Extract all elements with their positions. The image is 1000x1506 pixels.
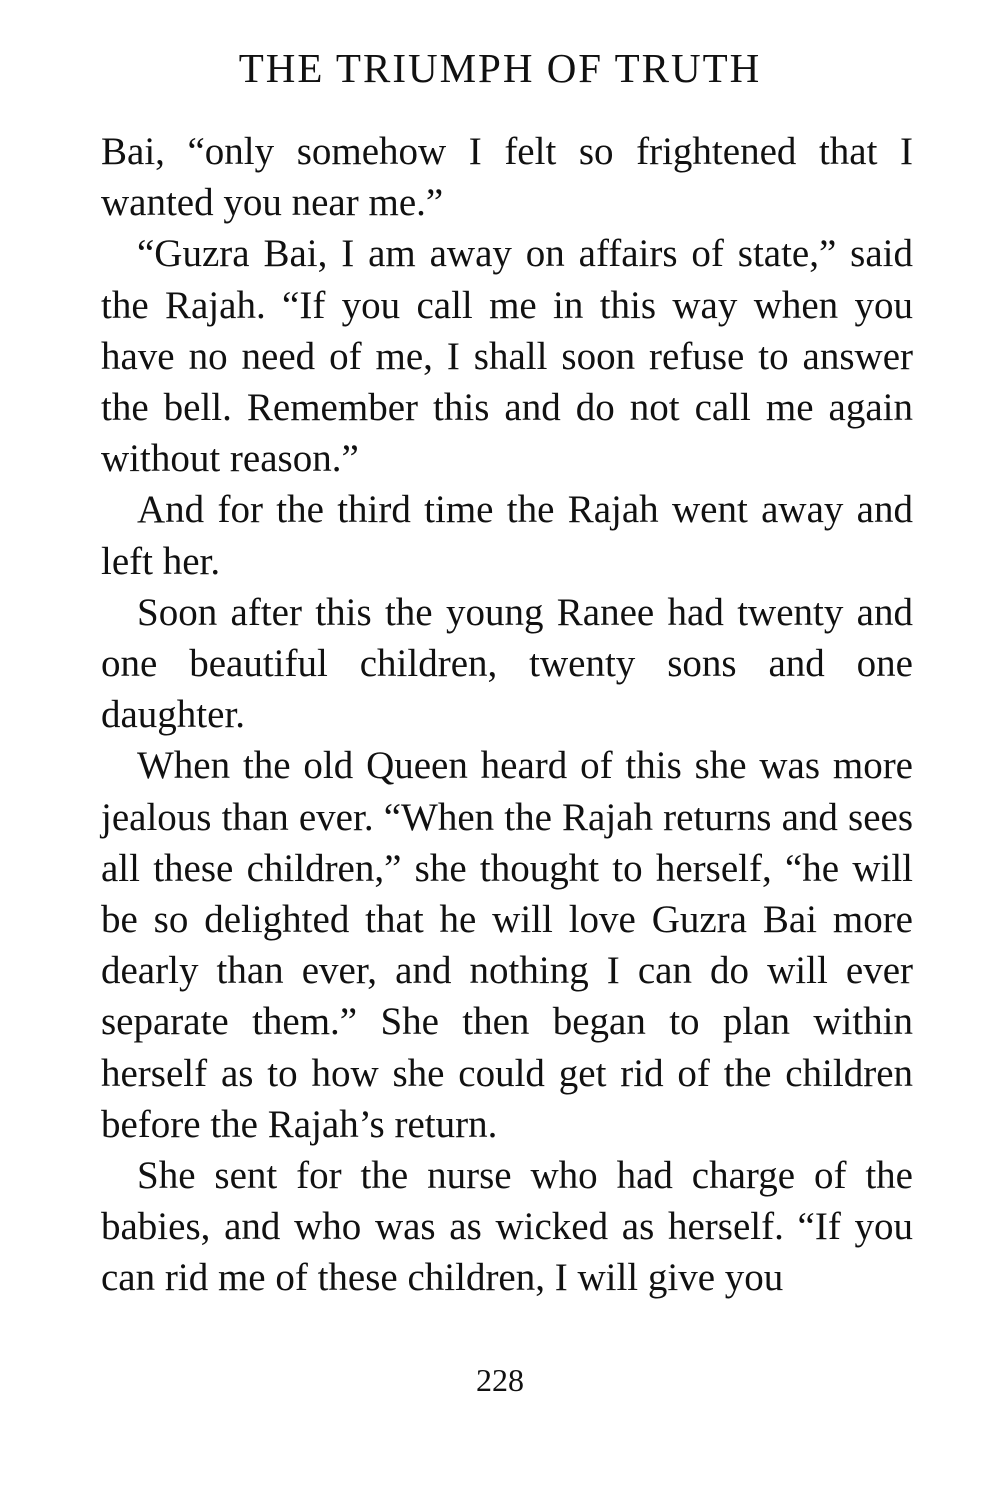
paragraph: “Guzra Bai, I am away on affairs of state,” said the Rajah. “If you call me in this way when you have no need of me, I shall soon refuse to answer the bell. Remember this and do not call me again without reason.” xyxy=(101,232,913,481)
paragraph: Soon after this the young Ranee had twenty and one beautiful children, twenty sons and one daughter. xyxy=(101,590,913,737)
paragraph: She sent for the nurse who had charge of the babies, and who was as wicked as herself. “If you can rid me of these children, I will give you xyxy=(101,1154,913,1300)
paragraph: Bai, “only somehow I felt so frightened that I wanted you near me.” xyxy=(101,130,913,225)
running-title: THE TRIUMPH OF TRUTH xyxy=(238,45,762,91)
paragraph: And for the third time the Rajah went away and left her. xyxy=(101,488,913,583)
body-text xyxy=(101,126,913,1304)
page-number: 228 xyxy=(476,1362,524,1398)
paragraph: When the old Queen heard of this she was more jealous than ever. “When the Rajah returns and sees all these children,” she thought to herself, “he will be so delighted that he will love Guzra Bai more dearly than ever, and nothing I can do will ever separate them.” She then began to plan within herself as to how she could get rid of the children before the Rajah’s return. xyxy=(101,744,913,1146)
